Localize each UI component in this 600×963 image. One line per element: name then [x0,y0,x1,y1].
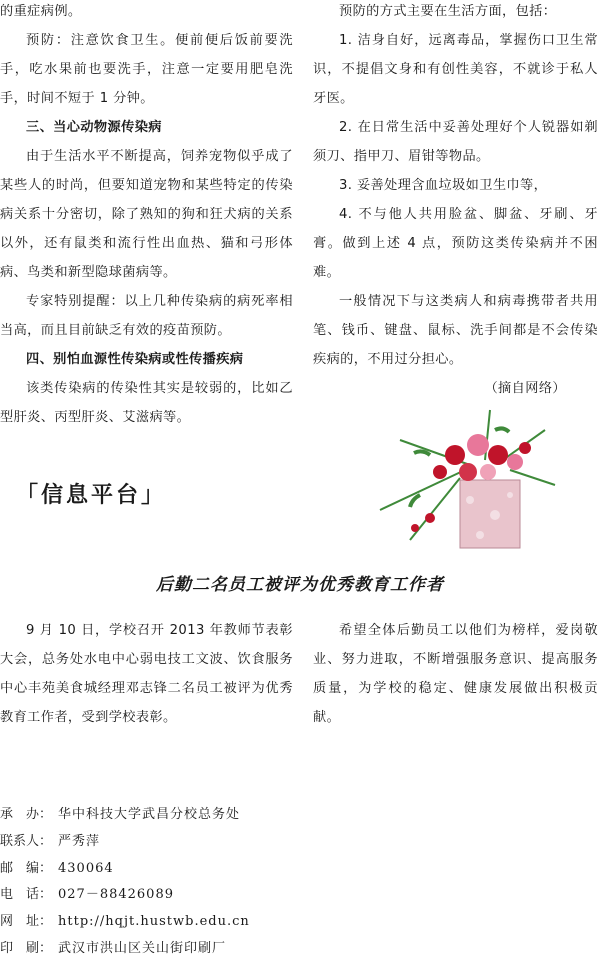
info-value: 武汉市洪山区关山街印刷厂 [58,940,227,956]
source-credit: （摘自网络） [484,381,566,396]
info-label: 联系人： [0,833,53,849]
paragraph: 希望全体后勤员工以他们为榜样，爱岗敬业、努力进取，不断增强服务意识、提高服务质量，为学校的稳定、健康发展做出积极贡献。 [313,623,598,725]
list-item: 2. 在日常生活中妥善处理好个人锐器如剃须刀、指甲刀、眉钳等物品。 [313,120,598,164]
paragraph: 预防：注意饮食卫生。便前便后饭前要洗手，吃水果前也要洗手，注意一定要用肥皂洗手，时间不短于 1 分钟。 [0,33,293,106]
list-item: 4. 不与他人共用脸盆、脚盆、牙刷、牙膏。做到上述 4 点，预防这类传染病并不困难。 [313,207,598,280]
info-label: 邮 编： [0,860,53,876]
info-label: 印 刷： [0,940,53,956]
info-label: 承 办： [0,807,53,822]
paragraph: 由于生活水平不断提高，饲养宠物似乎成了某些人的时尚，但要知道宠物和某些特定的传染病关系十分密切，除了熟知的狗和狂犬病的关系以外，还有鼠类和流行性出血热、猫和弓形体病、鸟类和新型隐球菌病等。 [0,149,293,280]
flower-bouquet-image [370,400,560,555]
paragraph: 该类传染病的传染性其实是较弱的，比如乙型肝炎、丙型肝炎、艾滋病等。 [0,381,293,425]
info-row-printer [0,936,320,963]
publication-info [0,802,320,963]
paragraph: 的重症病例。 [0,4,82,19]
list-item: 1. 洁身自好，远离毒品，掌握伤口卫生常识，不提倡文身和有创性美容，不就诊于私人牙医。 [313,33,598,106]
news-headline: 后勤二名员工被评为优秀教育工作者 [156,575,444,595]
info-row-organizer [0,802,320,829]
paragraph: 一般情况下与这类病人和病毒携带者共用笔、钱币、键盘、鼠标、洗手间都是不会传染疾病的，不用过分担心。 [313,294,598,367]
list-item: 3. 妥善处理含血垃圾如卫生巾等， [339,178,548,193]
section-heading: 三、当心动物源传染病 [26,120,162,135]
info-row-postcode [0,856,320,883]
info-value: http://hqjt.hustwb.edu.cn [58,914,250,930]
news-right-column [313,616,598,732]
info-label: 电 话： [0,887,53,903]
info-row-contact [0,829,320,856]
info-row-website [0,909,320,936]
section-heading: 四、别怕血源性传染病或性传播疾病 [26,352,244,367]
info-value: 027－88426089 [58,887,174,903]
info-row-phone [0,882,320,909]
left-column-top [0,0,293,432]
paragraph: 9 月 10 日，学校召开 2013 年教师节表彰大会，总务处水电中心弱电技工文波、饮食服务中心丰苑美食城经理邓志锋二名员工被评为优秀教育工作者，受到学校表彰。 [0,623,293,725]
paragraph: 专家特别提醒：以上几种传染病的病死率相当高，而且目前缺乏有效的疫苗预防。 [0,294,293,338]
info-label: 网 址： [0,914,53,930]
section-banner: 「信息平台」 [16,482,167,508]
info-value: 严秀萍 [58,833,101,849]
info-value: 华中科技大学武昌分校总务处 [58,807,241,822]
paragraph: 预防的方式主要在生活方面，包括： [339,4,557,19]
news-left-column [0,616,293,732]
right-column-top [313,0,598,403]
info-value: 430064 [58,860,114,876]
